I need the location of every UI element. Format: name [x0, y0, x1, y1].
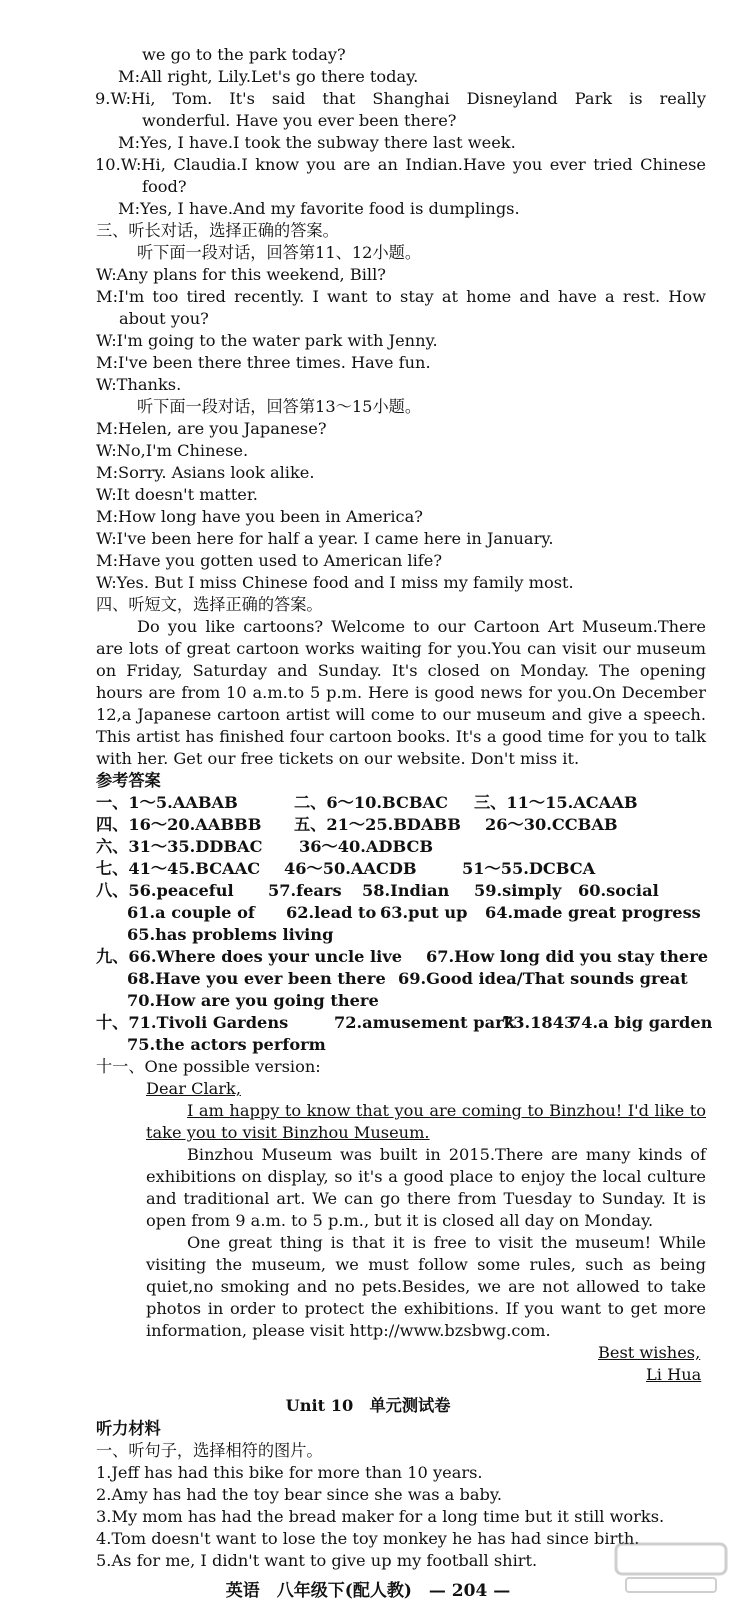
answer-item: 59.simply [474, 881, 562, 900]
text-line: with her. Get our free tickets on our website. Don't miss it. [96, 749, 580, 768]
text-line: M:Have you gotten used to American life? [96, 551, 443, 570]
text-line: about you? [119, 309, 209, 328]
answer-item: 74.a big garden [570, 1013, 713, 1032]
text-line: M:Sorry. Asians look alike. [96, 463, 315, 482]
section-heading: 四、听短文，选择正确的答案。 [96, 595, 323, 614]
text-line: information, please visit http://www.bzsbwg.com. [146, 1321, 551, 1340]
text-line: M:Yes, I have.I took the subway there last week. [118, 133, 516, 152]
text-line: wonderful. Have you ever been there? [142, 111, 457, 130]
text-line: W:I'm going to the water park with Jenny. [96, 331, 438, 350]
answer-item: 68.Have you ever been there [127, 969, 386, 988]
text-line: food? [142, 177, 187, 196]
answer-item: 二、6～10.BCBAC [294, 793, 448, 812]
answer-item: 八、56.peaceful [96, 881, 234, 900]
text-line: 听下面一段对话，回答第11、12小题。 [137, 243, 422, 262]
text-line: M:I'm too tired recently. I want to stay at home and have a rest. How [96, 287, 706, 306]
answer-item: 58.Indian [362, 881, 450, 900]
text-line: 2.Amy has had the toy bear since she was a baby. [96, 1485, 502, 1504]
text-line: 3.My mom has had the bread maker for a long time but it still works. [96, 1507, 665, 1526]
text-line: exhibitions on display, so it's a good place to enjoy the local culture [146, 1167, 706, 1186]
text-line: W:Yes. But I miss Chinese food and I miss my family most. [96, 573, 574, 592]
answer-item: 70.How are you going there [127, 991, 379, 1010]
text-line: One great thing is that it is free to visit the museum! While [187, 1233, 706, 1252]
text-line: M:All right, Lily.Let's go there today. [118, 67, 419, 86]
answers-heading: 参考答案 [96, 771, 161, 790]
text-line: 9.W:Hi, Tom. It's said that Shanghai Disneyland Park is really [95, 89, 706, 108]
text-line: take you to visit Binzhou Museum. [146, 1123, 430, 1142]
text-line: 10.W:Hi, Claudia.I know you are an Indian.Have you ever tried Chinese [95, 155, 706, 174]
answer-item: 51～55.DCBCA [462, 859, 596, 878]
answer-item: 75.the actors perform [127, 1035, 326, 1054]
unit-title: Unit 10 单元测试卷 [285, 1396, 451, 1415]
text-line: 12,a Japanese cartoon artist will come to our museum and give a speech. [96, 705, 706, 724]
section-heading: 三、听长对话，选择正确的答案。 [96, 221, 339, 240]
answer-item: 65.has problems living [127, 925, 334, 944]
answer-item: 七、41～45.BCAAC [96, 859, 261, 878]
text-line: W:Any plans for this weekend, Bill? [96, 265, 386, 284]
answer-item: 57.fears [268, 881, 342, 900]
answer-item: 63.put up [380, 903, 468, 922]
answer-item: 67.How long did you stay there [426, 947, 709, 966]
text-line: we go to the park today? [142, 45, 346, 64]
text-line: W:I've been here for half a year. I came here in January. [96, 529, 554, 548]
text-line: M:How long have you been in America? [96, 507, 423, 526]
text-line: are lots of great cartoon works waiting for you.You can visit our museum [96, 639, 706, 658]
text-line: 4.Tom doesn't want to lose the toy monkey he has had since birth. [96, 1529, 640, 1548]
answer-item: 四、16～20.AABBB [96, 815, 262, 834]
answer-item: 46～50.AACDB [284, 859, 417, 878]
text-line: photos in order to protect the exhibitions. If you want to get more [146, 1299, 706, 1318]
answer-item: 73.1843 [502, 1013, 576, 1032]
text-line: M:Yes, I have.And my favorite food is dumplings. [118, 199, 520, 218]
text-line: on Friday, Saturday and Sunday. It's closed on Monday. The opening [96, 661, 706, 680]
answer-item: 三、11～15.ACAAB [474, 793, 638, 812]
answer-item: 十一、One possible version: [96, 1057, 321, 1076]
text-line: W:No,I'm Chinese. [96, 441, 249, 460]
text-line: and traditional art. We can go there from Tuesday to Sunday. It is [146, 1189, 706, 1208]
text-line: M:Helen, are you Japanese? [96, 419, 327, 438]
answer-item: 一、1～5.AABAB [96, 793, 238, 812]
text-line: 5.As for me, I didn't want to give up my football shirt. [96, 1551, 538, 1570]
watermark-logo [612, 1538, 730, 1596]
section-heading: 一、听句子，选择相符的图片。 [96, 1441, 323, 1460]
answer-item: 36～40.ADBCB [299, 837, 434, 856]
answer-item: 62.lead to [286, 903, 377, 922]
section-heading: 听力材料 [96, 1419, 161, 1438]
text-line: 1.Jeff has had this bike for more than 10 years. [96, 1463, 483, 1482]
text-line: W:It doesn't matter. [96, 485, 258, 504]
text-line: 听下面一段对话，回答第13～15小题。 [137, 397, 422, 416]
text-line: This artist has finished four cartoon books. It's a good time for you to talk [96, 727, 706, 746]
text-line: visiting the museum, we must follow some rules, such as being [146, 1255, 706, 1274]
text-line: quiet,no smoking and no pets.Besides, we are not allowed to take [146, 1277, 706, 1296]
answer-item: 72.amusement park [334, 1013, 515, 1032]
answer-item: 六、31～35.DDBAC [96, 837, 263, 856]
text-line: hours are from 10 a.m.to 5 p.m. Here is good news for you.On December [96, 683, 706, 702]
page-footer: 英语 八年级下(配人教) — 204 — [225, 1581, 511, 1601]
letter-closing: Best wishes, [598, 1343, 701, 1362]
text-line: Do you like cartoons? Welcome to our Cartoon Art Museum.There [137, 617, 706, 636]
answer-item: 十、71.Tivoli Gardens [96, 1013, 289, 1032]
answer-item: 61.a couple of [127, 903, 255, 922]
answer-item: 60.social [578, 881, 659, 900]
answer-item: 69.Good idea/That sounds great [398, 969, 688, 988]
answer-item: 26～30.CCBAB [485, 815, 618, 834]
text-line: I am happy to know that you are coming to Binzhou! I'd like to [187, 1101, 706, 1120]
answer-item: 64.made great progress [485, 903, 701, 922]
answer-item: 九、66.Where does your uncle live [96, 947, 403, 966]
answer-item: 五、21～25.BDABB [294, 815, 461, 834]
letter-salutation: Dear Clark, [146, 1079, 241, 1098]
text-line: open from 9 a.m. to 5 p.m., but it is closed all day on Monday. [146, 1211, 654, 1230]
text-line: M:I've been there three times. Have fun. [96, 353, 431, 372]
text-line: Binzhou Museum was built in 2015.There are many kinds of [187, 1145, 706, 1164]
letter-signature: Li Hua [646, 1365, 702, 1384]
text-line: W:Thanks. [96, 375, 182, 394]
